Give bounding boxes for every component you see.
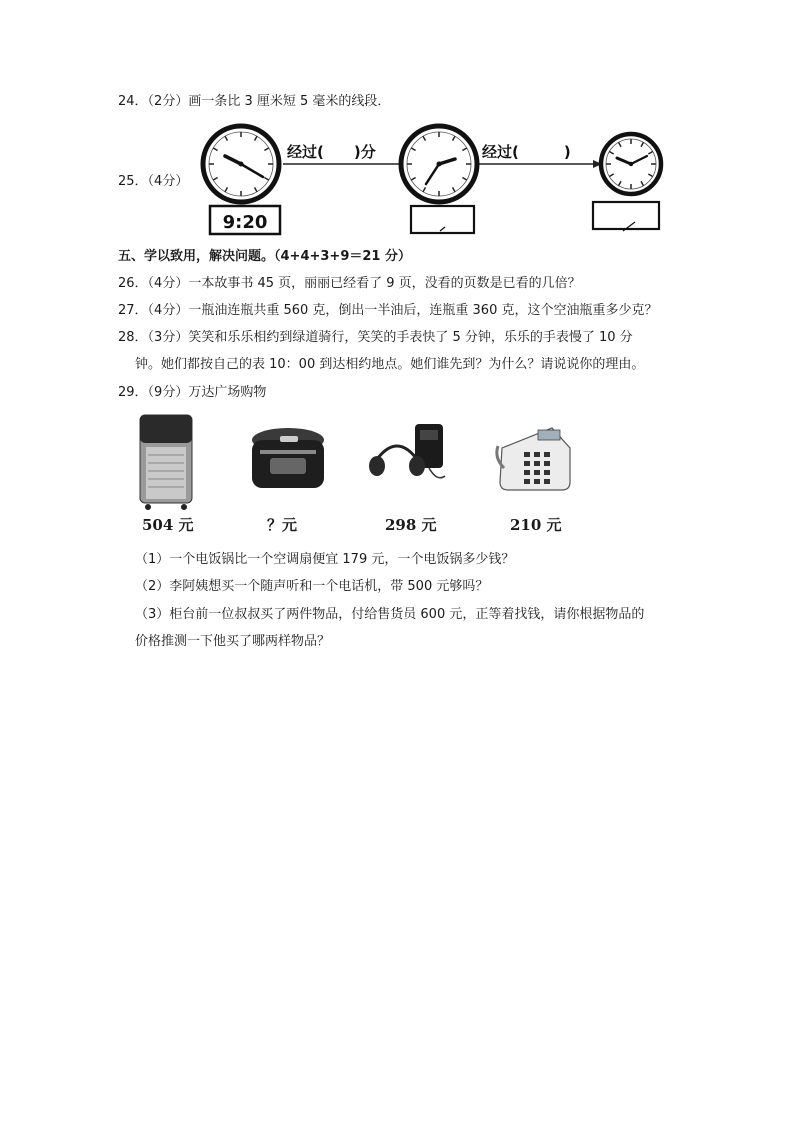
rice-cooker-icon (252, 428, 324, 488)
price-telephone: 210 元 (510, 516, 562, 534)
time-box-3 (593, 202, 659, 229)
sub-question-2: （2）李阿姨想买一个随声听和一个电话机，带 500 元够吗？ (135, 579, 489, 594)
question-26: 26．（4分）一本故事书 45 页，丽丽已经看了 9 页，没看的页数是已看的几倍？ (118, 276, 581, 291)
question-27: 27．（4分）一瓶油连瓶共重 560 克，倒出一半油后，连瓶重 360 克，这个空油瓶重多少克？ (118, 303, 658, 318)
telephone-icon (497, 428, 570, 490)
air-cooler-icon (140, 415, 192, 510)
pass-label-1: 经过( )分 (287, 143, 376, 161)
product-row (132, 410, 582, 540)
price-walkman: 298 元 (385, 516, 437, 534)
price-rice-cooker: ？元 (267, 516, 298, 534)
sub-question-3-line-1: （3）柜台前一位叔叔买了两件物品，付给售货员 600 元，正等着找钱，请你根据物品的 (135, 607, 645, 622)
clock-diagram-svg (195, 118, 675, 240)
price-air-cooler: 504 元 (142, 516, 194, 534)
clock-diagram (195, 118, 675, 240)
pass-label-2: 经过( ) (482, 143, 571, 161)
section-5-heading: 五、学以致用，解决问题。（4+4+3+9＝21 分） (118, 249, 411, 264)
clock-3 (601, 134, 661, 194)
question-24: 24．（2分）画一条比 3 厘米短 5 毫米的线段． (118, 94, 391, 109)
question-25-label: 25．（4分） (118, 174, 189, 189)
question-29: 29．（9分）万达广场购物 (118, 385, 267, 400)
time-box-1-text: 9:20 (222, 212, 268, 233)
question-28-line-2: 钟。她们都按自己的表 10：00 到达相约地点。她们谁先到？为什么？请说说你的理由。 (135, 357, 645, 372)
sub-question-1: （1）一个电饭锅比一个空调扇便宜 179 元，一个电饭锅多少钱？ (135, 552, 515, 567)
walkman-icon (369, 424, 445, 478)
sub-question-3-line-2: 价格推测一下他买了哪两样物品？ (135, 634, 331, 649)
clock-2 (401, 126, 477, 202)
clock-1 (203, 126, 279, 202)
question-28-line-1: 28．（3分）笑笑和乐乐相约到绿道骑行，笑笑的手表快了 5 分钟，乐乐的手表慢了 10 分 (118, 330, 633, 345)
